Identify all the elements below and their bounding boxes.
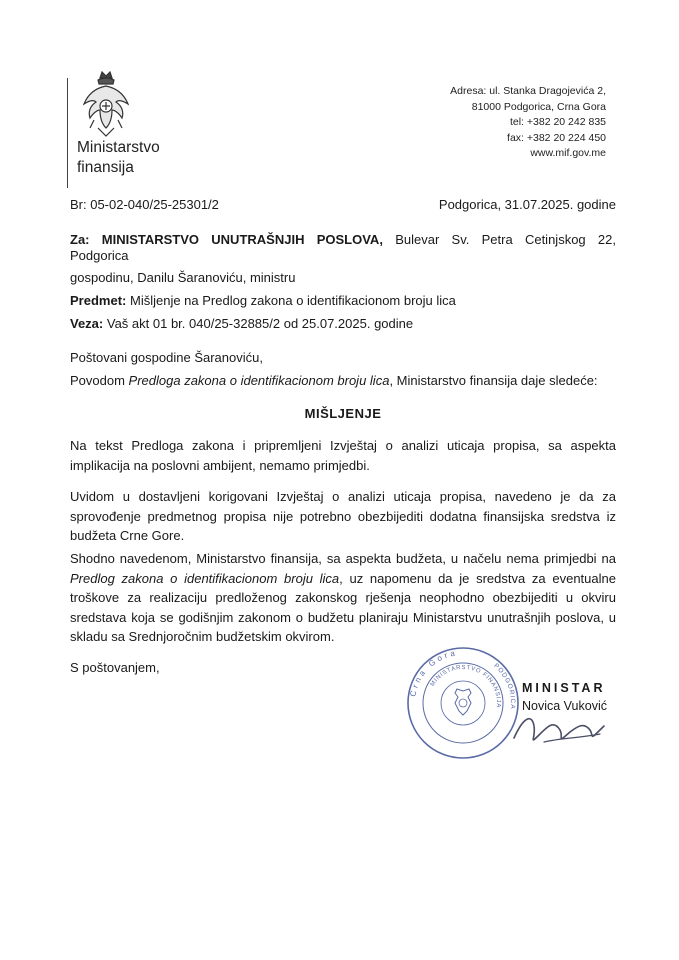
subject-line — [70, 292, 456, 310]
intro-prefix: Povodom — [70, 373, 125, 388]
coat-of-arms-icon — [80, 70, 132, 142]
signatory-name: Novica Vuković — [522, 699, 607, 713]
recipient-name: MINISTARSTVO UNUTRAŠNJIH POSLOVA, — [101, 232, 383, 247]
reference-line — [70, 315, 413, 333]
seal-city-text: PODGORICA — [492, 662, 517, 710]
ministry-name-line1: Ministarstvo — [77, 139, 160, 156]
paragraph-3-prefix: Shodno navedenom, Ministarstvo finansija, sa aspekta budžeta, u načelu nema primjedbi na — [70, 551, 616, 566]
subject-text: Mišljenje na Predlog zakona o identifikacionom broju lica — [129, 293, 456, 308]
paragraph-2: Uvidom u dostavljeni korigovani Izvještaj o analizi uticaja propisa, navedeno je da za sprovođenje predmetnog propisa nije potrebno obezbijediti dodatna finansijska sredstva iz budžeta Crne Gore. — [70, 489, 616, 543]
document-number: Br: 05-02-040/25-25301/2 — [70, 197, 219, 212]
recipient-city: Podgorica — [70, 248, 129, 263]
address-line1: Adresa: ul. Stanka Dragojevića 2, — [450, 85, 606, 97]
intro-law-title: Predloga zakona o identifikacionom broju lica — [128, 373, 390, 388]
address-line2: 81000 Podgorica, Crna Gora — [471, 100, 606, 113]
header-rule — [67, 78, 68, 188]
seal-inner-text: MINISTARSTVO FINANSIJA — [429, 664, 502, 709]
paragraph-3-law-title: Predlog zakona o identifikacionom broju lica — [70, 570, 340, 586]
contact-block — [380, 84, 606, 162]
opinion-heading: MIŠLJENJE — [304, 406, 382, 421]
recipient-label: Za: — [70, 232, 90, 247]
closing-regards: S poštovanjem, — [70, 660, 160, 675]
recipient-line — [70, 231, 616, 249]
handwritten-signature — [510, 708, 610, 752]
document-date: Podgorica, 31.07.2025. godine — [438, 197, 616, 212]
svg-text:MINISTARSTVO FINANSIJA — [430, 665, 501, 708]
salutation: Poštovani gospodine Šaranoviću, — [70, 350, 263, 365]
website: www.mif.gov.me — [530, 147, 606, 160]
intro-suffix: , Ministarstvo finansija daje sledeće: — [389, 373, 598, 388]
fax: fax: +382 20 224 450 — [507, 131, 606, 144]
ministry-name-line2: finansija — [77, 159, 134, 176]
paragraph-3 — [70, 549, 616, 647]
paragraph-1: Na tekst Predloga zakona i pripremljeni Izvještaj o analizi uticaja propisa, sa aspekta implikacija na poslovni ambijent, nemamo primjedbi. — [70, 438, 616, 473]
recipient-attention: gospodinu, Danilu Šaranoviću, ministru — [70, 270, 296, 285]
reference-text: Vaš akt 01 br. 040/25-32885/2 od 25.07.2025. godine — [106, 316, 414, 331]
phone: tel: +382 20 242 835 — [509, 116, 606, 129]
official-seal-icon — [405, 645, 521, 761]
seal-outer-text: Crna Gora — [408, 648, 459, 698]
recipient-address: Bulevar Sv. Petra Cetinjskog 22, — [395, 232, 616, 247]
ministry-name — [77, 138, 160, 178]
reference-label: Veza: — [70, 316, 104, 331]
intro-line — [70, 372, 630, 390]
paragraph-3-suffix: , uz napomenu da je sredstva za eventualne troškove za realizaciju predloženog zakonskog rješenja neophodno obezbijediti u okviru sredstava koja se godišnjim zakonom o budžetu planiraju Ministarstvu unutrašnjih poslova, u skladu sa Srednjoročnim budžetskim okvirom. — [70, 570, 616, 644]
subject-label: Predmet: — [70, 293, 127, 308]
signatory-title: MINISTAR — [522, 681, 606, 695]
